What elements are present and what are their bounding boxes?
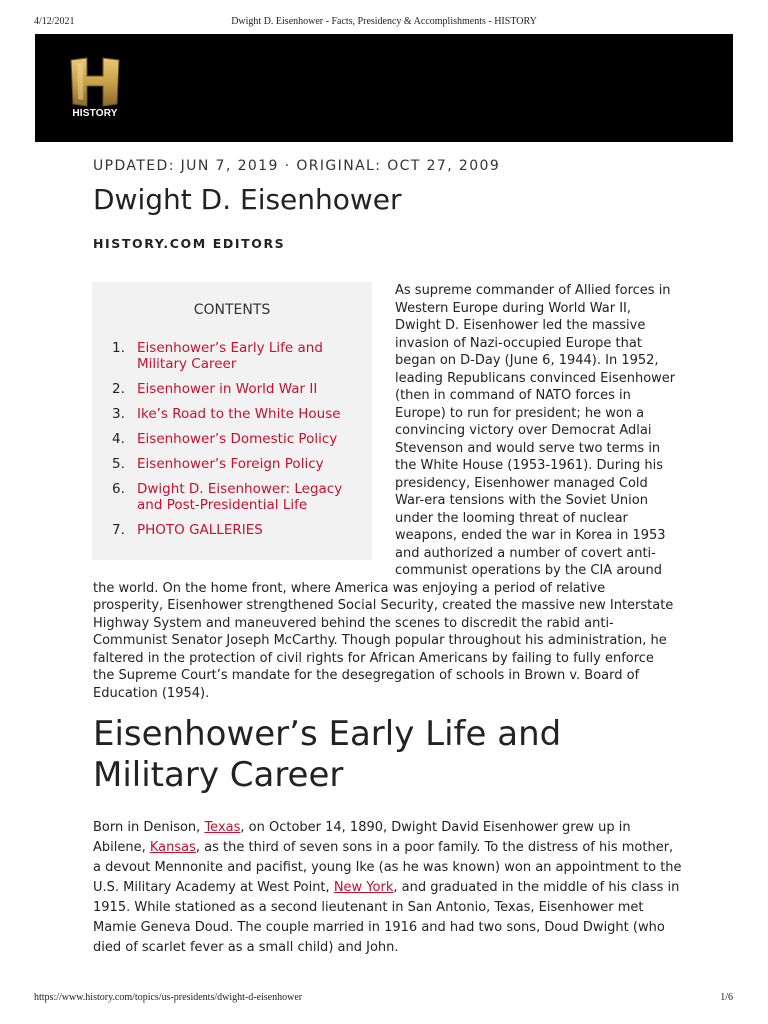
history-brand-text: HISTORY [72, 108, 118, 119]
print-header [0, 16, 768, 32]
history-logo-icon[interactable] [65, 56, 125, 124]
toc-item-1[interactable] [112, 340, 362, 372]
intro-text: As supreme commander of Allied forces in Western Europe during World War II, Dwight D. Eisenhower led the massive invasion of Nazi-occupied Europe that began on D-Day (June 6, 1944). In 1952, leading Republicans convinced Eisenhower (then in command of NATO forces in Europe) to run for president; he won a convincing victory over Democrat Adlai Stevenson and would serve two terms in the White House (1953-1961). During his presidency, Eisenhower managed Cold War-era tensions with the Soviet Union under the looming threat of nuclear weapons, ended the war in Korea in 1953 and authorized a number of covert anti-communist operations by the CIA around the world. On the home front, where America was enjoying a period of relative prosperity, Eisenhower strengthened Social Security, created the massive new Interstate Highway System and maneuvered behind the scenes to discredit the rabid anti-Communist Senator Joseph McCarthy. Though popular throughout his administration, he faltered in the protection of civil rights for African Americans by failing to fully enforce the Supreme Court’s mandate for the desegregation of schools in Brown v. Board of Education (1954). [93, 283, 676, 701]
toc-item-number: 3. [112, 406, 125, 422]
history-h-icon [65, 56, 125, 108]
toc-item-7[interactable] [112, 522, 362, 538]
print-page-title: Dwight D. Eisenhower - Facts, Presidency & Accomplishments - HISTORY [231, 16, 537, 27]
toc-link-legacy[interactable]: Dwight D. Eisenhower: Legacy and Post-Presidential Life [137, 481, 343, 513]
para-text: , on October 14, 1890, Dwight David Eisenhower grew up in Abilene, [93, 820, 631, 855]
toc-item-3[interactable] [112, 406, 362, 422]
para-text: , and graduated in the middle of his class in 1915. While stationed as a second lieutenant in San Antonio, Texas, Eisenhower met Mamie Geneva Doud. The couple married in 1916 and had two sons, Doud Dwight (who died of scarlet fever as a small child) and John. [93, 880, 680, 955]
toc-link-foreign-policy[interactable]: Eisenhower’s Foreign Policy [137, 456, 324, 472]
link-new-york[interactable]: New York [333, 880, 394, 895]
toc-link-early-life[interactable]: Eisenhower’s Early Life and Military Career [137, 340, 323, 372]
toc-item-number: 5. [112, 456, 125, 472]
toc-item-number: 1. [112, 340, 125, 356]
link-kansas[interactable]: Kansas [149, 840, 196, 855]
toc-link-domestic-policy[interactable]: Eisenhower’s Domestic Policy [137, 431, 338, 447]
print-date: 4/12/2021 [34, 16, 75, 27]
toc-list [112, 340, 362, 547]
site-header-banner [35, 34, 733, 142]
toc-link-road-to-white-house[interactable]: Ike’s Road to the White House [137, 406, 341, 422]
article-author: HISTORY.COM EDITORS [93, 236, 286, 251]
toc-item-number: 2. [112, 381, 125, 397]
toc-link-photo-galleries[interactable]: PHOTO GALLERIES [137, 522, 263, 538]
table-of-contents [92, 282, 372, 560]
early-life-paragraph [93, 818, 683, 958]
toc-item-number: 7. [112, 522, 125, 538]
print-footer [0, 992, 768, 1008]
updated-date: UPDATED: JUN 7, 2019 · ORIGINAL: OCT 27, 2009 [93, 158, 501, 174]
link-texas[interactable]: Texas [204, 820, 241, 835]
para-text: , as the third of seven sons in a poor family. To the distress of his mother, a devout Mennonite and pacifist, young Ike (as he was known) won an appointment to the U.S. Military Academy at West Point, [93, 840, 682, 895]
article-title: Dwight D. Eisenhower [93, 183, 402, 216]
toc-heading: CONTENTS [193, 302, 271, 318]
toc-item-4[interactable] [112, 431, 362, 447]
toc-item-number: 4. [112, 431, 125, 447]
toc-item-5[interactable] [112, 456, 362, 472]
print-url: https://www.history.com/topics/us-presidents/dwight-d-eisenhower [34, 992, 303, 1003]
toc-item-number: 6. [112, 481, 125, 497]
toc-item-6[interactable] [112, 481, 362, 513]
section-heading-early-life: Eisenhower’s Early Life and Military Career [93, 714, 562, 795]
toc-item-2[interactable] [112, 381, 362, 397]
para-text: Born in Denison, [93, 820, 205, 835]
toc-link-world-war-ii[interactable]: Eisenhower in World War II [137, 381, 318, 397]
print-page-number: 1/6 [720, 992, 733, 1003]
